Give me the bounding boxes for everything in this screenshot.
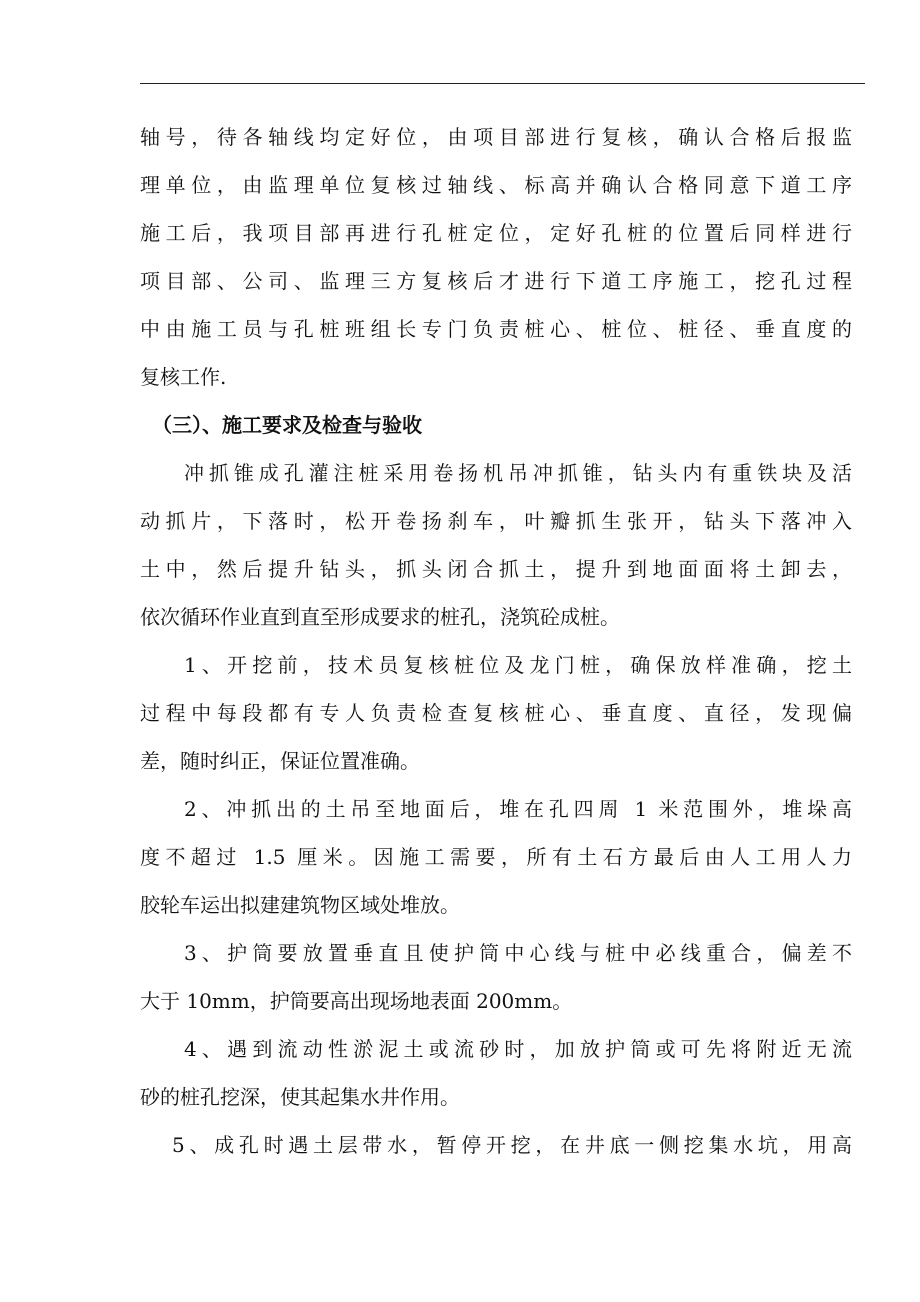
body-line: 依次循环作业直到直至形成要求的桩孔，浇筑砼成桩。 [140, 605, 620, 629]
body-line: 土中，然后提升钻头，抓头闭合抓土，提升到地面面将土卸去， [140, 557, 852, 581]
list-item-4: 4、遇到流动性淤泥土或流砂时，加放护筒或可先将附近无流 [184, 1037, 852, 1061]
section-heading: （三）、施工要求及检查与验收 [152, 413, 422, 437]
body-line: 过程中每段都有专人负责检查复核桩心、垂直度、直径，发现偏 [140, 701, 852, 725]
body-line: 复核工作. [140, 365, 227, 389]
document-body [140, 113, 852, 1169]
body-line: 项目部、公司、监理三方复核后才进行下道工序施工，挖孔过程 [140, 269, 852, 293]
body-line: 动抓片，下落时，松开卷扬刹车，叶瓣抓生张开，钻头下落冲入 [140, 509, 852, 533]
body-line: 差，随时纠正，保证位置准确。 [140, 749, 420, 773]
body-line: 冲抓锥成孔灌注桩采用卷扬机吊冲抓锥，钻头内有重铁块及活 [184, 461, 852, 485]
body-line: 施工后，我项目部再进行孔桩定位，定好孔桩的位置后同样进行 [140, 221, 852, 245]
body-line: 砂的桩孔挖深，使其起集水井作用。 [140, 1085, 460, 1109]
list-item-2: 2、冲抓出的土吊至地面后，堆在孔四周 1 米范围外，堆垛高 [184, 797, 852, 821]
body-line: 轴号，待各轴线均定好位，由项目部进行复核，确认合格后报监 [140, 125, 852, 149]
body-line: 度不超过 1.5 厘米。因施工需要，所有土石方最后由人工用人力 [140, 845, 852, 869]
body-line: 理单位，由监理单位复核过轴线、标高并确认合格同意下道工序 [140, 173, 852, 197]
body-line: 中由施工员与孔桩班组长专门负责桩心、桩位、桩径、垂直度的 [140, 317, 852, 341]
body-line: 胶轮车运出拟建建筑物区域处堆放。 [140, 893, 460, 917]
list-item-5: 5、成孔时遇土层带水，暂停开挖，在井底一侧挖集水坑，用高 [172, 1133, 852, 1157]
list-item-1: 1、开挖前，技术员复核桩位及龙门桩，确保放样准确，挖土 [184, 653, 852, 677]
list-item-3: 3、护筒要放置垂直且使护筒中心线与桩中必线重合，偏差不 [184, 941, 852, 965]
header-rule [140, 83, 865, 84]
body-line: 大于 10mm，护筒要高出现场地表面 200mm。 [140, 989, 573, 1013]
